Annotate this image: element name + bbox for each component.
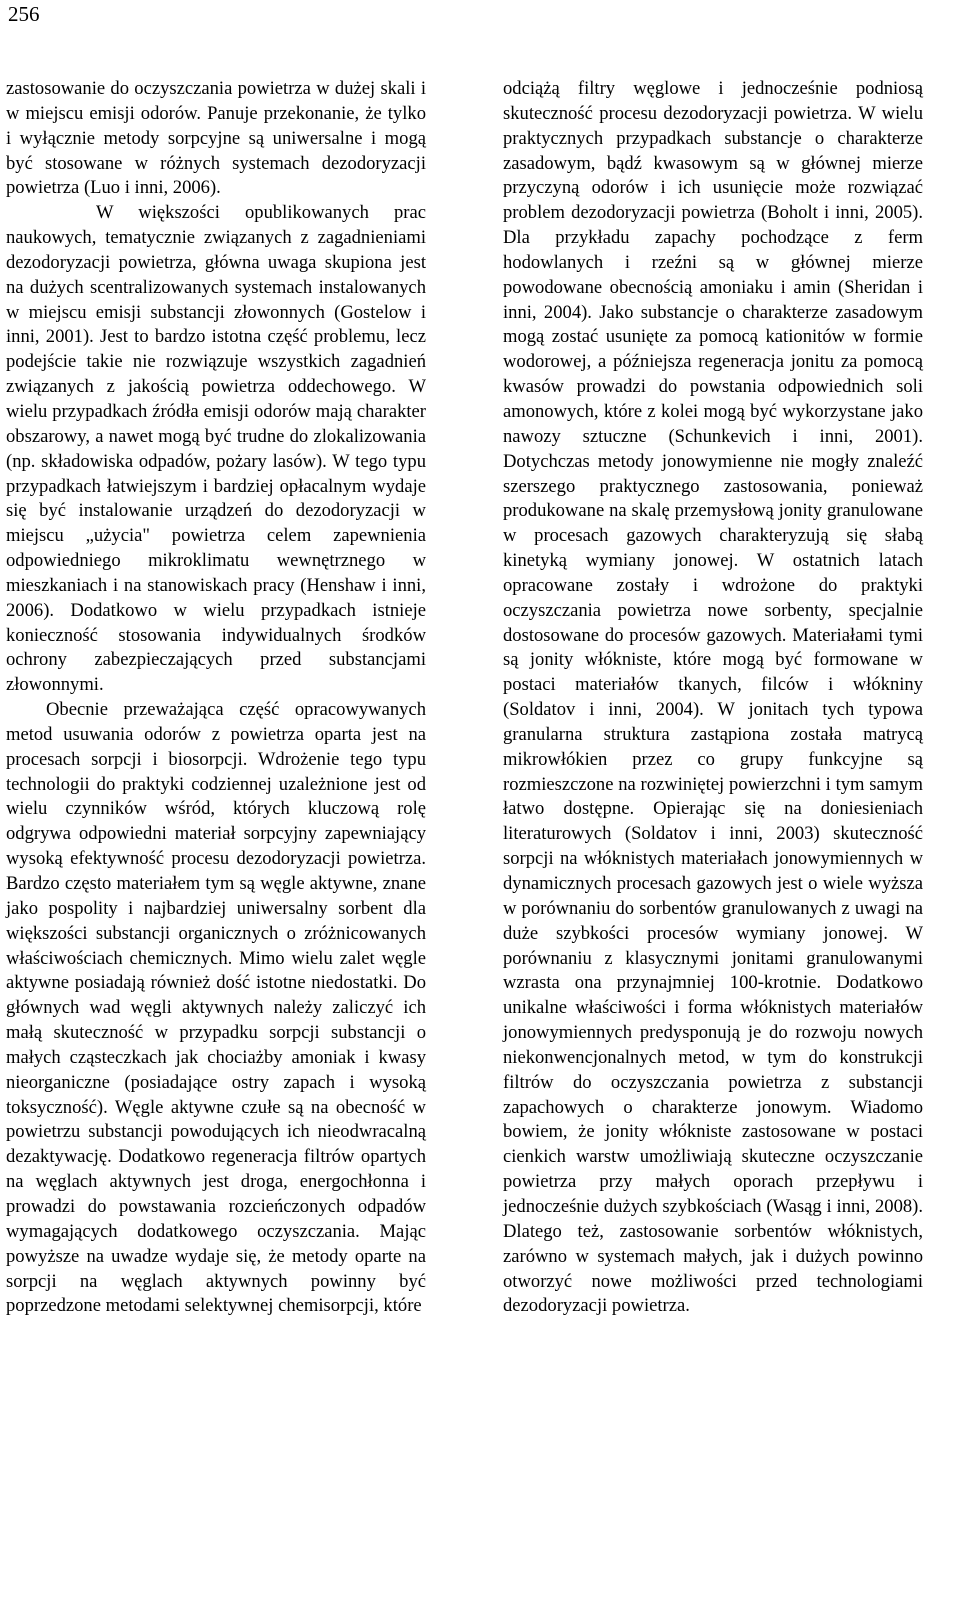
paragraph: zastosowanie do oczyszczania powietrza w dużej skali i w miejscu emisji odorów. Panuje przekonanie, że tylko i wyłącznie metody sorpcyjne są uniwersalne i mogą być stosowane w różnych systemach dezodoryzacji powietrza (Luo i inni, 2006). [6, 78, 426, 199]
paragraph: W większości opublikowanych prac naukowych, tematycznie związanych z zagadnieniami dezodoryzacji powietrza, główna uwaga skupiona jest na dużych scentralizowanych systemach instalowanych w miejscu emisji substancji złowonnych (Gostelow i inni, 2001). Jest to bardzo istotna część problemu, lecz podejście takie nie rozwiązuje wszystkich zagadnień związanych z jakością powietrza oddechowego. W wielu przypadkach źródła emisji odorów mają charakter obszarowy, a nawet mogą być trudne do zlokalizowania (np. składowiska odpadów, pożary lasów). W tego typu przypadkach łatwiejszym i bardziej opłacalnym wydaje się być instalowanie urządzeń do dezodoryzacji w miejscu „użycia" powietrza celem zapewnienia odpowiedniego mikroklimatu wewnętrznego w mieszkaniach i na stanowiskach pracy (Henshaw i inni, 2006). Dodatkowo w wielu przypadkach istnieje konieczność stosowania indywidualnych środków ochrony zabezpieczających przed substancjami złowonnymi. [6, 202, 426, 696]
left-column [6, 77, 426, 1319]
paragraph: Obecnie przeważająca część opracowywanych metod usuwania odorów z powietrza oparta jest na procesach sorpcji i biosorpcji. Wdrożenie tego typu technologii do praktyki codziennej uzależnione jest od wielu czynników wśród, których kluczową rolę odgrywa odpowiedni materiał sorpcyjny zapewniający wysoką efektywność procesu dezodoryzacji powietrza. Bardzo często materiałem tym są węgle aktywne, znane jako pospolity i najbardziej uniwersalny sorbent dla większości substancji organicznych o zróżnicowanych właściwościach chemicznych. Mimo wielu zalet węgle aktywne posiadają również dość istotne niedostatki. Do głównych wad węgli aktywnych należy zaliczyć ich małą skuteczność w przypadku sorpcji substancji o małych cząsteczkach jak chociażby amoniak i kwasy nieorganiczne (posiadające ostry zapach i wysoką toksyczność). Węgle aktywne czułe są na obecność w powietrzu substancji powodujących ich nieodwracalną dezaktywację. Dodatkowo regeneracja filtrów opartych na węglach aktywnych jest droga, energochłonna i prowadzi do powstawania rozcieńczonych odpadów wymagających dodatkowego oczyszczania. Mając powyższe na uwadze wydaje się, że metody oparte na sorpcji na węglach aktywnych powinny być poprzedzone metodami selektywnej chemisorpcji, które [6, 699, 426, 1317]
paragraph: odciążą filtry węglowe i jednocześnie podniosą skuteczność procesu dezodoryzacji powietrza. W wielu praktycznych przypadkach substancje o charakterze zasadowym, bądź kwasowym są w głównej mierze przyczyną odorów i ich usunięcie może rozwiązać problem dezodoryzacji powietrza (Boholt i inni, 2005). Dla przykładu zapachy pochodzące z ferm hodowlanych i rzeźni są w głównej mierze powodowane obecnością amoniaku i amin (Sheridan i inni, 2004). Jako substancje o charakterze zasadowym mogą zostać usunięte za pomocą kationitów w formie wodorowej, a późniejsza regeneracja jonitu za pomocą kwasów prowadzi do powstania odpowiednich soli amonowych, które z kolei mogą być wykorzystane jako nawozy sztuczne (Schunkevich i inni, 2001). Dotychczas metody jonowymienne nie mogły znaleźć szerszego praktycznego zastosowania, ponieważ produkowane na skalę przemysłową jonity granulowane w procesach gazowych charakteryzują się słabą kinetyką wymiany jonowej. W ostatnich latach opracowane zostały i wdrożone do praktyki oczyszczania powietrza nowe sorbenty, specjalnie dostosowane do procesów gazowych. Materiałami tymi są jonity włókniste, które mogą być formowane w postaci materiałów tkanych, filców i włókniny (Soldatov i inni, 2004). W jonitach tych typowa granularna struktura zastąpiona została matrycą mikrowłókien przez co grupy funkcyjne są rozmieszczone na rozwiniętej powierzchni i tym samym łatwo dostępne. Opierając się na doniesieniach literaturowych (Soldatov i inni, 2003) skuteczność sorpcji na włóknistych materiałach jonowymiennych w dynamicznych procesach gazowych jest o wiele wyższa w porównaniu do sorbentów granulowanych z uwagi na duże szybkości procesów wymiany jonowej. W porównaniu z klasycznymi jonitami granulowanymi wzrasta ona przynajmniej 100-krotnie. Dodatkowo unikalne właściwości i forma włóknistych materiałów jonowymiennych predysponują je do rozwoju nowych niekonwencjonalnych metod, w tym do konstrukcji filtrów do oczyszczania powietrza z substancji zapachowych o charakterze jonowym. Wiadomo bowiem, że jonity włókniste zastosowane w postaci cienkich warstw umożliwiają skuteczne oczyszczanie powietrza przy małych oporach przepływu i jednocześnie dużych szybkościach (Wasąg i inni, 2008). Dlatego też, zastosowanie sorbentów włóknistych, zarówno w systemach małych, jak i dużych powinno otworzyć nowe możliwości przed technologiami dezodoryzacji powietrza. [503, 78, 923, 1317]
page-number: 256 [8, 2, 40, 26]
right-column [503, 77, 923, 1319]
